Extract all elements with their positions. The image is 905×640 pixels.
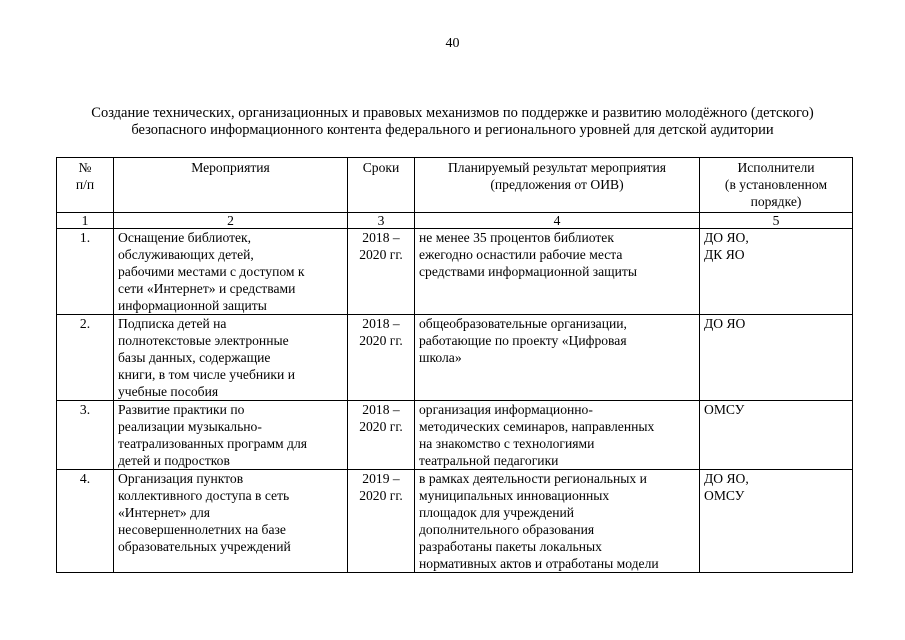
row-executors-line: ДО ЯО, bbox=[704, 230, 749, 245]
title-line: Создание технических, организационных и правовых механизмов по поддержке и развитию молодёжного (детского) bbox=[91, 105, 814, 121]
row-term bbox=[348, 315, 415, 401]
row-event-line: театрализованных программ для bbox=[118, 436, 308, 451]
row-event-line: реализации музыкально- bbox=[118, 419, 262, 434]
row-result-line: школа» bbox=[419, 350, 462, 365]
measures-table bbox=[56, 157, 853, 573]
row-event-line: детей и подростков bbox=[118, 453, 230, 468]
row-number bbox=[57, 229, 114, 315]
column-number-row bbox=[57, 213, 853, 229]
row-event-line: базы данных, содержащие bbox=[118, 350, 271, 365]
document-title bbox=[40, 105, 865, 139]
row-event-line: рабочими местами с доступом к bbox=[118, 264, 305, 279]
column-number: 1 bbox=[57, 213, 114, 229]
row-term-line: 2020 гг. bbox=[359, 333, 403, 348]
row-result-line: муниципальных инновационных bbox=[419, 488, 610, 503]
row-term-line: 2020 гг. bbox=[359, 488, 403, 503]
header-line: Мероприятия bbox=[191, 160, 270, 175]
row-term-line: 2019 – bbox=[362, 471, 400, 486]
header-line: (в установленном bbox=[724, 177, 828, 192]
row-result-line: нормативных актов и отработаны модели bbox=[419, 556, 659, 571]
table-row bbox=[57, 315, 853, 401]
column-number: 2 bbox=[114, 213, 348, 229]
header-line: № bbox=[78, 160, 92, 175]
row-number-line: 1. bbox=[79, 230, 91, 245]
row-executors-line: ОМСУ bbox=[704, 402, 745, 417]
row-result-line: организация информационно- bbox=[419, 402, 593, 417]
row-term-line: 2018 – bbox=[362, 402, 400, 417]
table-row bbox=[57, 401, 853, 470]
row-executors-line: ДО ЯО, bbox=[704, 471, 749, 486]
row-event-line: Подписка детей на bbox=[118, 316, 227, 331]
row-number-line: 2. bbox=[79, 316, 91, 331]
row-result-line: разработаны пакеты локальных bbox=[419, 539, 602, 554]
header-line: Сроки bbox=[362, 160, 400, 175]
row-result bbox=[415, 401, 700, 470]
header-executors bbox=[700, 158, 853, 213]
row-executors bbox=[700, 401, 853, 470]
header-line: Исполнители bbox=[737, 160, 815, 175]
row-result-line: театральной педагогики bbox=[419, 453, 559, 468]
row-term-line: 2020 гг. bbox=[359, 419, 403, 434]
row-result bbox=[415, 315, 700, 401]
row-executors bbox=[700, 229, 853, 315]
title-line: безопасного информационного контента федерального и регионального уровней для детской аудитории bbox=[131, 122, 774, 138]
header-line: п/п bbox=[75, 177, 95, 192]
row-result-line: в рамках деятельности региональных и bbox=[419, 471, 647, 486]
row-event-line: Оснащение библиотек, bbox=[118, 230, 252, 245]
row-result-line: общеобразовательные организации, bbox=[419, 316, 627, 331]
page-number: 40 bbox=[445, 36, 460, 51]
row-result-line: не менее 35 процентов библиотек bbox=[419, 230, 614, 245]
row-event bbox=[114, 470, 348, 573]
row-event-line: полнотекстовые электронные bbox=[118, 333, 289, 348]
table-header-row bbox=[57, 158, 853, 213]
row-executors-line: ДК ЯО bbox=[704, 247, 745, 262]
row-event-line: «Интернет» для bbox=[118, 505, 211, 520]
header-event bbox=[114, 158, 348, 213]
row-term-line: 2018 – bbox=[362, 316, 400, 331]
row-result-line: средствами информационной защиты bbox=[419, 264, 637, 279]
row-event-line: несовершеннолетних на базе bbox=[118, 522, 286, 537]
row-number-line: 4. bbox=[79, 471, 91, 486]
row-result-line: работающие по проекту «Цифровая bbox=[419, 333, 627, 348]
row-result-line: методических семинаров, направленных bbox=[419, 419, 655, 434]
header-result bbox=[415, 158, 700, 213]
header-line: Планируемый результат мероприятия bbox=[447, 160, 667, 175]
header-line: порядке) bbox=[750, 194, 802, 209]
row-executors bbox=[700, 315, 853, 401]
row-number-line: 3. bbox=[79, 402, 91, 417]
row-result-line: дополнительного образования bbox=[419, 522, 595, 537]
row-event-line: учебные пособия bbox=[118, 384, 219, 399]
row-result-line: на знакомство с технологиями bbox=[419, 436, 595, 451]
row-number bbox=[57, 401, 114, 470]
row-event bbox=[114, 229, 348, 315]
row-event-line: сети «Интернет» и средствами bbox=[118, 281, 296, 296]
row-term bbox=[348, 401, 415, 470]
table-body bbox=[57, 229, 853, 573]
column-number: 3 bbox=[348, 213, 415, 229]
row-event-line: книги, в том числе учебники и bbox=[118, 367, 295, 382]
table-row bbox=[57, 229, 853, 315]
row-term bbox=[348, 470, 415, 573]
table-row bbox=[57, 470, 853, 573]
row-result-line: ежегодно оснастили рабочие места bbox=[419, 247, 623, 262]
header-term bbox=[348, 158, 415, 213]
row-executors-line: ОМСУ bbox=[704, 488, 745, 503]
row-event-line: обслуживающих детей, bbox=[118, 247, 254, 262]
column-number: 5 bbox=[700, 213, 853, 229]
row-term-line: 2018 – bbox=[362, 230, 400, 245]
row-result bbox=[415, 229, 700, 315]
row-term bbox=[348, 229, 415, 315]
row-event-line: Развитие практики по bbox=[118, 402, 245, 417]
row-term-line: 2020 гг. bbox=[359, 247, 403, 262]
header-num bbox=[57, 158, 114, 213]
row-result-line: площадок для учреждений bbox=[419, 505, 575, 520]
row-number bbox=[57, 315, 114, 401]
row-result bbox=[415, 470, 700, 573]
row-event-line: образовательных учреждений bbox=[118, 539, 291, 554]
row-number bbox=[57, 470, 114, 573]
header-line: (предложения от ОИВ) bbox=[490, 177, 624, 192]
row-event-line: информационной защиты bbox=[118, 298, 267, 313]
row-event-line: Организация пунктов bbox=[118, 471, 244, 486]
column-number: 4 bbox=[415, 213, 700, 229]
row-event bbox=[114, 315, 348, 401]
row-event bbox=[114, 401, 348, 470]
row-executors bbox=[700, 470, 853, 573]
row-event-line: коллективного доступа в сеть bbox=[118, 488, 290, 503]
row-executors-line: ДО ЯО bbox=[704, 316, 746, 331]
